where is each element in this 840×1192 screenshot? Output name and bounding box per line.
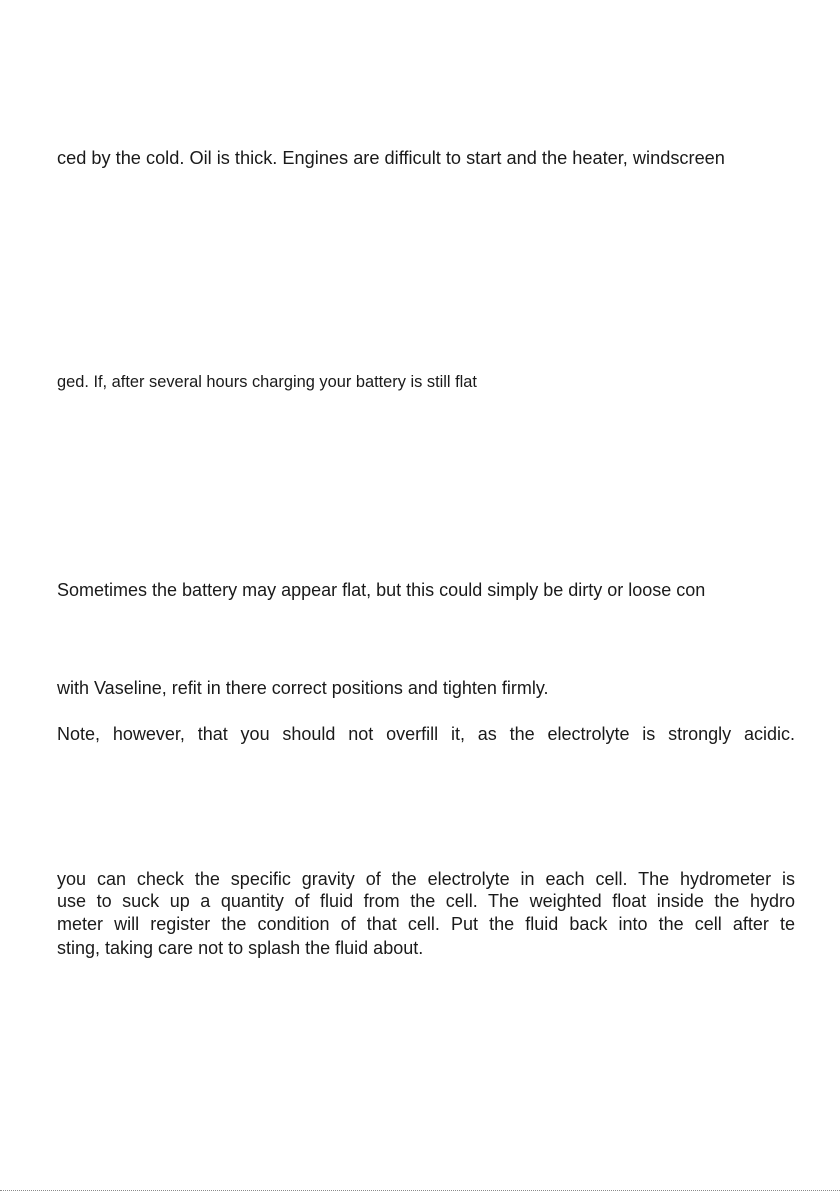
text-line-splash-warning: sting, taking care not to splash the fluid about. — [57, 938, 424, 958]
text-line-vaseline: with Vaseline, refit in there correct positions and tighten firmly. — [57, 678, 549, 698]
text-line-specific-gravity: you can check the specific gravity of the electrolyte in each cell. The hydrometer is — [57, 869, 795, 889]
page-bottom-rule — [0, 1190, 840, 1191]
text-line-charging: ged. If, after several hours charging your battery is still flat — [57, 373, 477, 391]
text-line-hydrometer-register: meter will register the condition of that cell. Put the fluid back into the cell after te — [57, 914, 795, 934]
text-line-battery-flat: Sometimes the battery may appear flat, but this could simply be dirty or loose con — [57, 580, 706, 600]
text-line-suck-fluid: use to suck up a quantity of fluid from the cell. The weighted float inside the hydro — [57, 891, 795, 911]
text-line-cold-engines: ced by the cold. Oil is thick. Engines are difficult to start and the heater, windscreen — [57, 148, 725, 168]
text-line-overfill-note: Note, however, that you should not overfill it, as the electrolyte is strongly acidic. — [57, 724, 795, 744]
